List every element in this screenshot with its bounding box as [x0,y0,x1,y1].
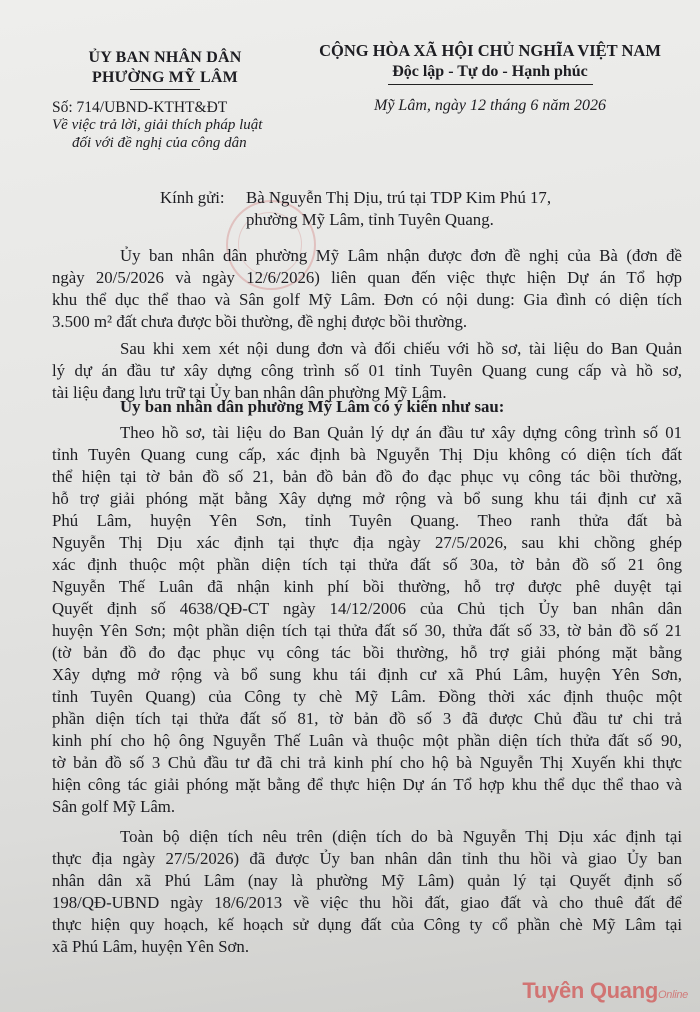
paragraph-line: huyện Yên Sơn; một phần diện tích tại thửa đất số 30, thửa đất số 33, tờ bản đồ số 21 [52,621,682,640]
authority-ward: PHƯỜNG MỸ LÂM [92,69,238,86]
paragraph-line: Nguyễn Thị Dịu xác định tại thực địa ngày 27/5/2026, sau khi chồng ghép [52,533,682,552]
paragraph-line: (tờ bản đồ đo đạc phục vụ công tác bồi thường, hỗ trợ giải phóng mặt bằng [52,643,682,662]
paragraph-1 [52,245,682,333]
recipient-label: Kính gửi: [160,188,225,207]
watermark-suffix: Online [658,989,688,1001]
nation-name: CỘNG HÒA XÃ HỘI CHỦ NGHĨA VIỆT NAM [319,41,661,60]
publisher-watermark [522,978,688,1004]
recipient-line-2: phường Mỹ Lâm, tỉnh Tuyên Quang. [246,210,494,229]
authority-underline [130,89,200,90]
paragraph-line: Ủy ban nhân dân phường Mỹ Lâm nhận được đơn đề nghị của Bà (đơn đề [120,246,682,265]
paragraph-line: hiện công tác giải phóng mặt bằng để thực hiện Dự án Tổ hợp khu thể dục thể thao và [52,775,682,794]
paragraph-line: tỉnh Tuyên Quang cung cấp, xác định bà Nguyễn Thị Dịu không có diện tích đất [52,445,682,464]
document-date: Mỹ Lâm, ngày 12 tháng 6 năm 2026 [374,97,606,114]
motto-underline [388,84,593,85]
paragraph-line: thực địa ngày 27/5/2026) đã được Ủy ban nhân dân tỉnh thu hồi và giao Ủy ban [52,849,682,868]
paragraph-line: Nguyễn Thế Luân đã nhận kinh phí bồi thường, hỗ trợ được phê duyệt tại [52,577,682,596]
subject-line-1: Về việc trả lời, giải thích pháp luật [52,117,263,133]
paragraph-line: 198/QĐ-UBND ngày 18/6/2013 về việc thu hồi đất, giao đất và cho thuê đất để [52,893,682,912]
paragraph-line: hỗ trợ giải phóng mặt bằng Xây dựng mở rộng và bổ sung khu tái định cư xã [52,489,682,508]
paragraph-line: Phú Lâm, huyện Yên Sơn, tỉnh Tuyên Quang. Theo ranh thửa đất bà [52,511,682,530]
paragraph-line: Sau khi xem xét nội dung đơn và đối chiếu với hồ sơ, tài liệu do Ban Quản [120,339,682,358]
opinion-heading: Ủy ban nhân dân phường Mỹ Lâm có ý kiến như sau: [120,397,505,416]
paragraph-line: Theo hồ sơ, tài liệu do Ban Quản lý dự án đầu tư xây dựng công trình số 01 [120,423,682,442]
paragraph-3 [52,422,682,818]
paragraph-line: khu thể dục thể thao và Sân golf Mỹ Lâm. Đơn có nội dung: Gia đình có diện tích [52,290,682,309]
paragraph-line: 3.500 m² đất chưa được bồi thường, đề nghị được bồi thường. [52,312,468,331]
issuing-authority-block [50,48,280,90]
paragraph-line: tờ bản đồ số 3 Chủ đầu tư đã chi trả kinh phí cho hộ bà Nguyễn Thị Xuyến khi thực [52,753,682,772]
paragraph-line: tài liệu đang lưu trữ tại Ủy ban nhân dân phường Mỹ Lâm. [52,383,447,402]
national-header-block [300,40,680,117]
paragraph-line: Quyết định số 4638/QĐ-CT ngày 14/12/2006 của Chủ tịch Ủy ban nhân dân [52,599,682,618]
authority-name: ỦY BAN NHÂN DÂN [88,49,242,66]
paragraph-line: Sân golf Mỹ Lâm. [52,797,176,816]
paragraph-2 [52,338,682,404]
paragraph-line: phần diện tích tại thửa đất số 81, tờ bản đồ số 3 đã được Chủ đầu tư chi trả [52,709,682,728]
paragraph-line: lý dự án đầu tư xây dựng công trình số 01 tỉnh Tuyên Quang cung cấp và hồ sơ, [52,361,682,380]
subject-line-2: đối với đề nghị của công dân [72,135,247,151]
document-subject [52,116,262,152]
paragraph-line: kinh phí cho hộ ông Nguyễn Thế Luân và thuộc một phần diện tích thửa đất số 90, [52,731,682,750]
paragraph-line: xác định thuộc một phần diện tích tại thửa đất số 30a, tờ bản đồ số 21 ông [52,555,682,574]
paragraph-line: tỉnh Tuyên Quang) của Công ty chè Mỹ Lâm. Đồng thời xác định thuộc một [52,687,682,706]
recipient-line-1: Bà Nguyễn Thị Dịu, trú tại TDP Kim Phú 17, [246,188,552,207]
paragraph-line: thực hiện quy hoạch, kế hoạch sử dụng đất của Công ty cổ phần chè Mỹ Lâm tại [52,915,682,934]
paragraph-line: Xây dựng mở rộng và bổ sung khu tái định cư xã Phú Lâm, huyện Yên Sơn, [52,665,682,684]
document-number: Số: 714/UBND-KTHT&ĐT [52,99,228,116]
national-motto: Độc lập - Tự do - Hạnh phúc [392,63,588,80]
paragraph-line: xã Phú Lâm, huyện Yên Sơn. [52,937,250,956]
paragraph-line: nhân dân xã Phú Lâm (nay là phường Mỹ Lâm) quản lý tại Quyết định số [52,871,682,890]
paragraph-line: Toàn bộ diện tích nêu trên (diện tích do bà Nguyễn Thị Dịu xác định tại [120,827,682,846]
watermark-brand: Tuyên Quang [522,978,658,1003]
paragraph-line: thể hiện tại tờ bản đồ số 21, bản đồ bản đồ đo đạc phục vụ công tác bồi thường, [52,467,682,486]
paragraph-4 [52,826,682,958]
paragraph-line: ngày 20/5/2026 và ngày 12/6/2026) liên quan đến việc thực hiện Dự án Tổ hợp [52,268,682,287]
